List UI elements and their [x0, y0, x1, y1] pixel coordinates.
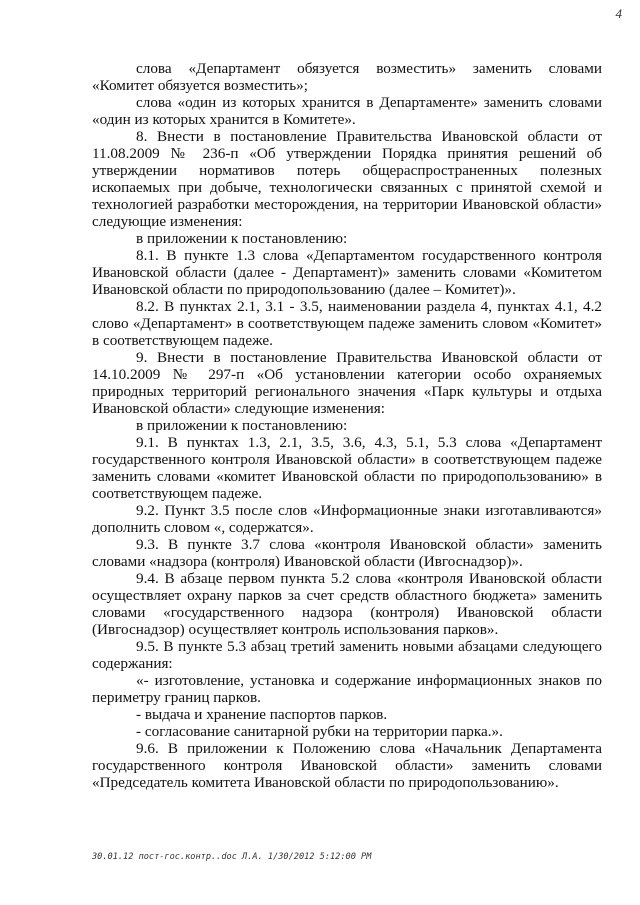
page-number: 4: [615, 6, 622, 21]
paragraph: 9.2. Пункт 3.5 после слов «Информационные знаки изготавливаются» дополнить словом «, содержатся».: [92, 502, 602, 536]
paragraph: 9.1. В пунктах 1.3, 2.1, 3.5, 3.6, 4.3, 5.1, 5.3 слова «Департамент государственного контроля Ивановской области» в соответствующем падеже заменить словами «комитет Ивановской области по природопользованию» в соответствующем падеже.: [92, 434, 602, 502]
paragraph: - согласование санитарной рубки на территории парка.».: [136, 723, 503, 740]
paragraph: - выдача и хранение паспортов парков.: [136, 706, 388, 723]
paragraph: 8. Внести в постановление Правительства Ивановской области от 11.08.2009 № 236-п «Об утверждении Порядка принятия решений об утверждении нормативов потерь общераспространенных полезных ископаемых при добыче, технологически связанных с принятой схемой и технологией разработки месторождения, на территории Ивановской области» следующие изменения:: [92, 128, 602, 230]
paragraph: 9. Внести в постановление Правительства Ивановской области от 14.10.2009 № 297-п «Об установлении категории особо охраняемых природных территорий регионального значения «Парк культуры и отдыха Ивановской области» следующие изменения:: [92, 349, 602, 417]
paragraph: слова «Департамент обязуется возместить» заменить словами «Комитет обязуется возместить»;: [92, 60, 602, 94]
paragraph: 9.4. В абзаце первом пункта 5.2 слова «контроля Ивановской области осуществляет охрану парков за счет средств областного бюджета» заменить словами «государственного надзора (контроля) Ивановской области (Ивгоснадзор) осуществляет контроль использования парков».: [92, 570, 602, 638]
paragraph: 9.5. В пункте 5.3 абзац третий заменить новыми абзацами следующего содержания:: [92, 638, 602, 672]
paragraph: 9.6. В приложении к Положению слова «Начальник Департамента государственного контроля Ивановской области» заменить словами «Председатель комитета Ивановской области по природопользованию».: [92, 740, 602, 791]
paragraph: слова «один из которых хранится в Департаменте» заменить словами «один из которых хранится в Комитете».: [92, 94, 602, 128]
paragraph: «- изготовление, установка и содержание информационных знаков по периметру границ парков.: [92, 672, 602, 706]
paragraph: в приложении к постановлению:: [136, 230, 348, 247]
document-footer: 30.01.12 пост-гос.контр..doc Л.А. 1/30/2012 5:12:00 PM: [92, 852, 372, 862]
paragraph: 9.3. В пункте 3.7 слова «контроля Ивановской области» заменить словами «надзора (контроля) Ивановской области (Ивгоснадзор)».: [92, 536, 602, 570]
paragraph: 8.1. В пункте 1.3 слова «Департаментом государственного контроля Ивановской области (далее - Департамент)» заменить словами «Комитетом Ивановской области по природопользованию (далее – Комитет)».: [92, 247, 602, 298]
paragraph: 8.2. В пунктах 2.1, 3.1 - 3.5, наименовании раздела 4, пунктах 4.1, 4.2 слово «Департамент» в соответствующем падеже заменить словом «Комитет» в соответствующем падеже.: [92, 298, 602, 349]
document-body: [92, 60, 602, 791]
paragraph: в приложении к постановлению:: [136, 417, 348, 434]
